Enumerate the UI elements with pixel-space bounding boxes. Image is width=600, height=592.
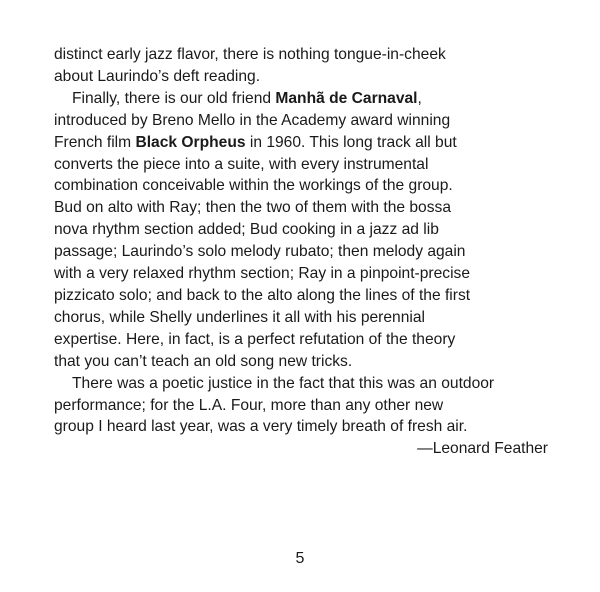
- text-line: performance; for the L.A. Four, more than any other new: [54, 396, 444, 414]
- text-segment: French film: [54, 133, 136, 151]
- text-line: [54, 88, 554, 110]
- text-line: passage; Laurindo’s solo melody rubato; then melody again: [54, 243, 466, 261]
- text-line: Bud on alto with Ray; then the two of them with the bossa: [54, 199, 452, 217]
- text-line: chorus, while Shelly underlines it all with his perennial: [54, 308, 425, 326]
- paragraph-2: [54, 88, 554, 373]
- text-line: distinct early jazz flavor, there is nothing tongue-in-cheek: [54, 46, 446, 63]
- film-title-black-orpheus: Black Orpheus: [135, 133, 246, 151]
- text-line: There was a poetic justice in the fact that this was an outdoor: [72, 374, 495, 392]
- text-segment: in 1960. This long track all but: [245, 133, 457, 151]
- page-number: 5: [295, 550, 305, 567]
- text-line: nova rhythm section added; Bud cooking in a jazz ad lib: [54, 221, 439, 239]
- song-title-manha-de-carnaval: Manhã de Carnaval: [275, 89, 418, 107]
- text-line: group I heard last year, was a very timely breath of fresh air.: [54, 418, 468, 436]
- text-line: [54, 132, 554, 154]
- text-line: that you can’t teach an old song new tricks.: [54, 352, 353, 370]
- text-line: about Laurindo’s deft reading.: [54, 67, 261, 85]
- text-segment: ,: [417, 89, 422, 107]
- paragraph-3: [54, 373, 554, 439]
- text-line: with a very relaxed rhythm section; Ray in a pinpoint-precise: [54, 265, 471, 283]
- liner-notes-text: [54, 44, 554, 460]
- text-line: introduced by Breno Mello in the Academy award winning: [54, 111, 451, 129]
- paragraph-1: [54, 44, 554, 88]
- author-signature: —Leonard Feather: [417, 440, 548, 458]
- text-line: converts the piece into a suite, with every instrumental: [54, 155, 429, 173]
- text-line: combination conceivable within the workings of the group.: [54, 177, 453, 195]
- text-line: pizzicato solo; and back to the alto along the lines of the first: [54, 286, 471, 304]
- text-line: expertise. Here, in fact, is a perfect refutation of the theory: [54, 330, 456, 348]
- text-segment: Finally, there is our old friend: [72, 89, 276, 107]
